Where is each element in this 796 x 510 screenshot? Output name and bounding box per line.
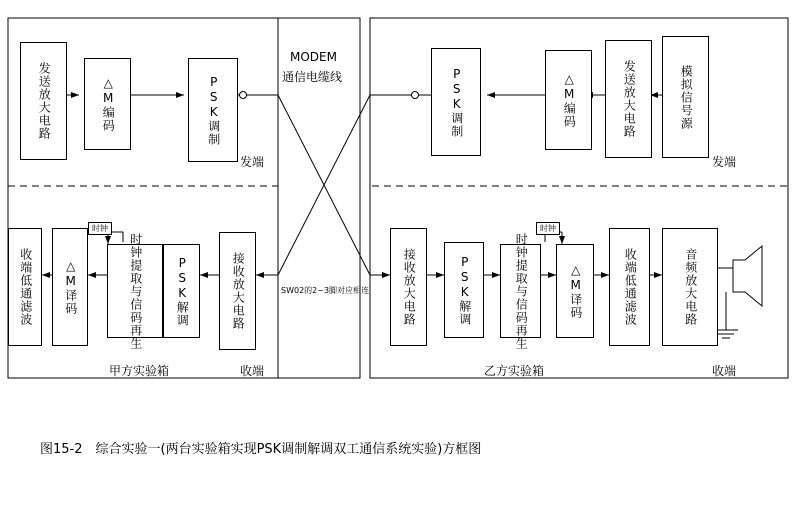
block-rx-amp-right: [390, 228, 427, 346]
modem-label-line2: 通信电缆线: [282, 70, 343, 84]
block-label: 收端低通滤波: [18, 248, 33, 326]
block-psk-mod-left: [188, 58, 238, 162]
label-rx-left: 收端: [240, 364, 265, 378]
block-tx-amp-left: [20, 42, 67, 160]
block-label: 音频放大电路: [683, 248, 698, 326]
block-label: 接收放大电路: [231, 252, 246, 330]
block-tx-amp-right: [605, 40, 652, 158]
block-dm-encode-right: [545, 50, 592, 150]
label-right-box: 乙方实验箱: [484, 364, 545, 378]
block-label: 时钟提取与信码再生: [514, 232, 529, 350]
block-psk-demod-left: [163, 244, 200, 338]
block-analog-source: [662, 36, 709, 158]
block-label: 发送放大电路: [37, 62, 52, 140]
label-tx-left: 发端: [240, 155, 265, 169]
label-rx-right: 收端: [712, 364, 737, 378]
block-dm-decode-left: [52, 228, 88, 346]
block-label: 发送放大电路: [622, 60, 637, 138]
cable-note: SW02的2~3脚对应相连: [281, 286, 370, 295]
block-audio-amp-right: [662, 228, 718, 346]
block-label: 收端低通滤波: [623, 248, 638, 326]
block-psk-demod-right: [444, 242, 484, 338]
block-psk-mod-right: [431, 48, 481, 156]
block-dm-encode-left: [84, 58, 131, 150]
block-rx-lowpass-left: [8, 228, 42, 346]
block-label: △M编码: [101, 76, 116, 132]
block-label: 模拟信号源: [679, 64, 694, 130]
block-label: PSK调制: [449, 66, 464, 138]
block-clock-recover-right: [500, 232, 541, 350]
block-label: 接收放大电路: [402, 248, 417, 326]
block-label: △M译码: [568, 263, 583, 319]
block-label: PSK解调: [457, 254, 472, 326]
label-left-box: 甲方实验箱: [109, 364, 170, 378]
label-tx-right: 发端: [712, 155, 737, 169]
block-dm-decode-right: [556, 244, 594, 338]
block-label: △M译码: [63, 259, 78, 315]
block-rx-lowpass-right: [609, 228, 650, 346]
block-label: 时钟提取与信码再生: [128, 232, 143, 350]
block-label: PSK调制: [206, 74, 221, 146]
block-rx-amp-left: [219, 232, 256, 350]
clock-tag-left: 时钟: [88, 222, 112, 235]
block-clock-recover-left: [107, 232, 163, 350]
clock-tag-right: 时钟: [536, 222, 560, 235]
modem-label-line1: MODEM: [290, 50, 337, 64]
block-label: PSK解调: [175, 255, 190, 327]
block-label: △M编码: [562, 72, 577, 128]
figure-caption: 图15-2 综合实验一(两台实验箱实现PSK调制解调双工通信系统实验)方框图: [40, 442, 482, 457]
